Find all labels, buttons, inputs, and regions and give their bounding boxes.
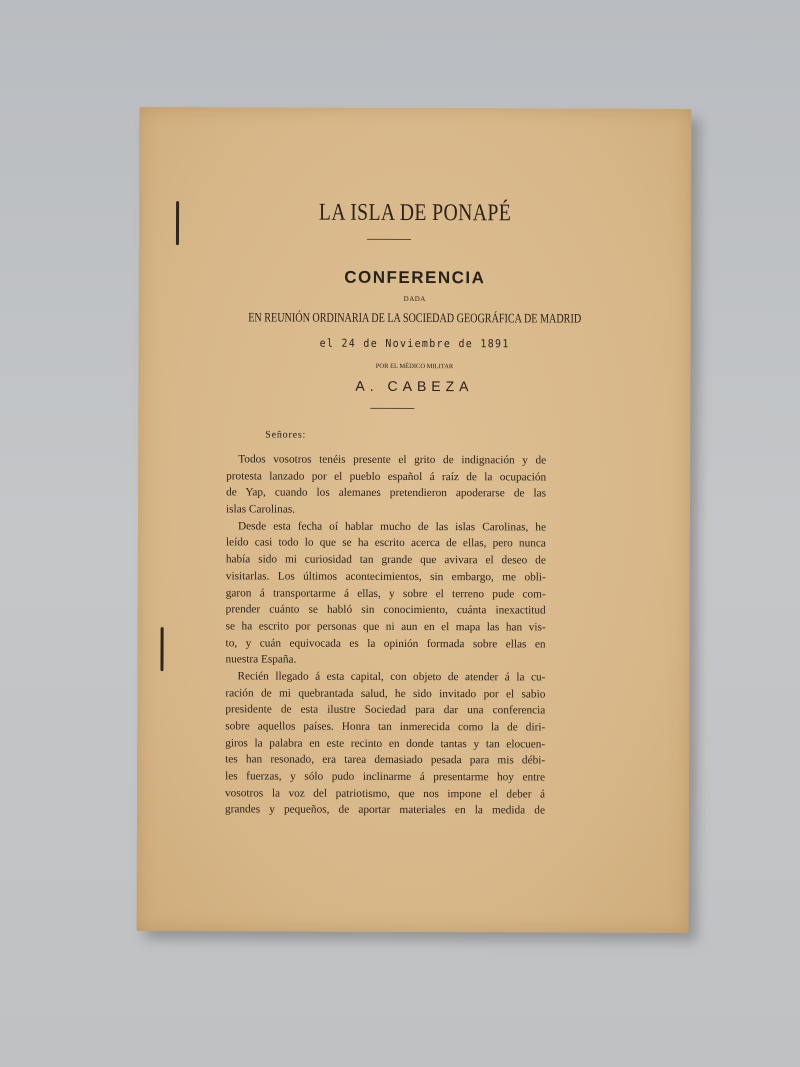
dada-label: DADA (403, 294, 426, 304)
document-title: LA ISLA DE PONAPÉ (318, 199, 512, 227)
body-line: vosotros la voz del patriotismo, que nos impone el deber á (225, 787, 546, 801)
author-divider (370, 408, 414, 409)
body-line: to, y cuán equivocada es la opinión formada sobre ellas en (225, 636, 546, 651)
lecture-date: el 24 de Noviembre de 1891 (319, 336, 510, 351)
body-line: de Yap, cuando los alemanes pretendieron apoderarse de las (226, 486, 547, 500)
salutation: Señores: (265, 429, 307, 441)
body-line: islas Carolinas. (226, 503, 296, 516)
body-line: les fuerzas, y sólo pudo inclinarme á presentarme hoy entre (225, 770, 546, 784)
body-line: tes han resonado, era tarea demasiado pesada para mis débi- (225, 753, 546, 767)
byline: POR EL MÉDICO MILITAR (375, 362, 454, 371)
body-line: sobre aquellos países. Honra tan inmerecida como la de diri- (225, 720, 546, 734)
body-line: Todos vosotros tenéis presente el grito de indignación y de (238, 453, 547, 467)
binding-stitch-bottom (160, 627, 163, 671)
body-line: giros la palabra en este recinto en donde tantas y tan elocuen- (225, 737, 546, 751)
society-line: EN REUNIÓN ORDINARIA DE LA SOCIEDAD GEOGRÁFICA DE MADRID (248, 309, 582, 326)
body-line: nuestra España. (225, 653, 297, 666)
body-line: protesta lanzado por el pueblo español á raíz de la ocupación (226, 470, 547, 484)
body-line: Desde esta fecha oí hablar mucho de las islas Carolinas, he (237, 520, 546, 534)
author-name: A. CABEZA (355, 377, 474, 395)
body-line: garon á transportarme á ellas, y sobre el terreno pude com- (225, 586, 546, 600)
body-line: ración de mi quebrantada salud, he sido invitado por el sabio (225, 686, 546, 701)
body-line: se ha escrito por personas que ni aun en el mapa las han vis- (225, 620, 546, 634)
body-line: prender cuánto se habló sin conocimiento, cuánta inexactitud (225, 603, 546, 617)
title-divider (367, 239, 411, 240)
body-line: grandes y pequeños, de aportar materiales en la medida de (224, 803, 546, 817)
document-subtitle: CONFERENCIA (344, 267, 486, 288)
pamphlet-page (137, 107, 692, 933)
body-text (225, 451, 546, 819)
body-line: había sido mi curiosidad tan grande que avivara el deseo de (225, 553, 546, 567)
body-line: leído casi todo lo que se ha escrito acerca de ellas, pero nunca (225, 536, 546, 550)
body-line: visitarlas. Los últimos acontecimientos, sin embargo, me obli- (225, 570, 546, 584)
binding-stitch-top (176, 201, 179, 245)
body-line: Recién llegado á esta capital, con objeto de atender á la cu- (237, 670, 546, 684)
body-line: presidente de esta ilustre Sociedad para dar una conferencia (225, 703, 546, 717)
